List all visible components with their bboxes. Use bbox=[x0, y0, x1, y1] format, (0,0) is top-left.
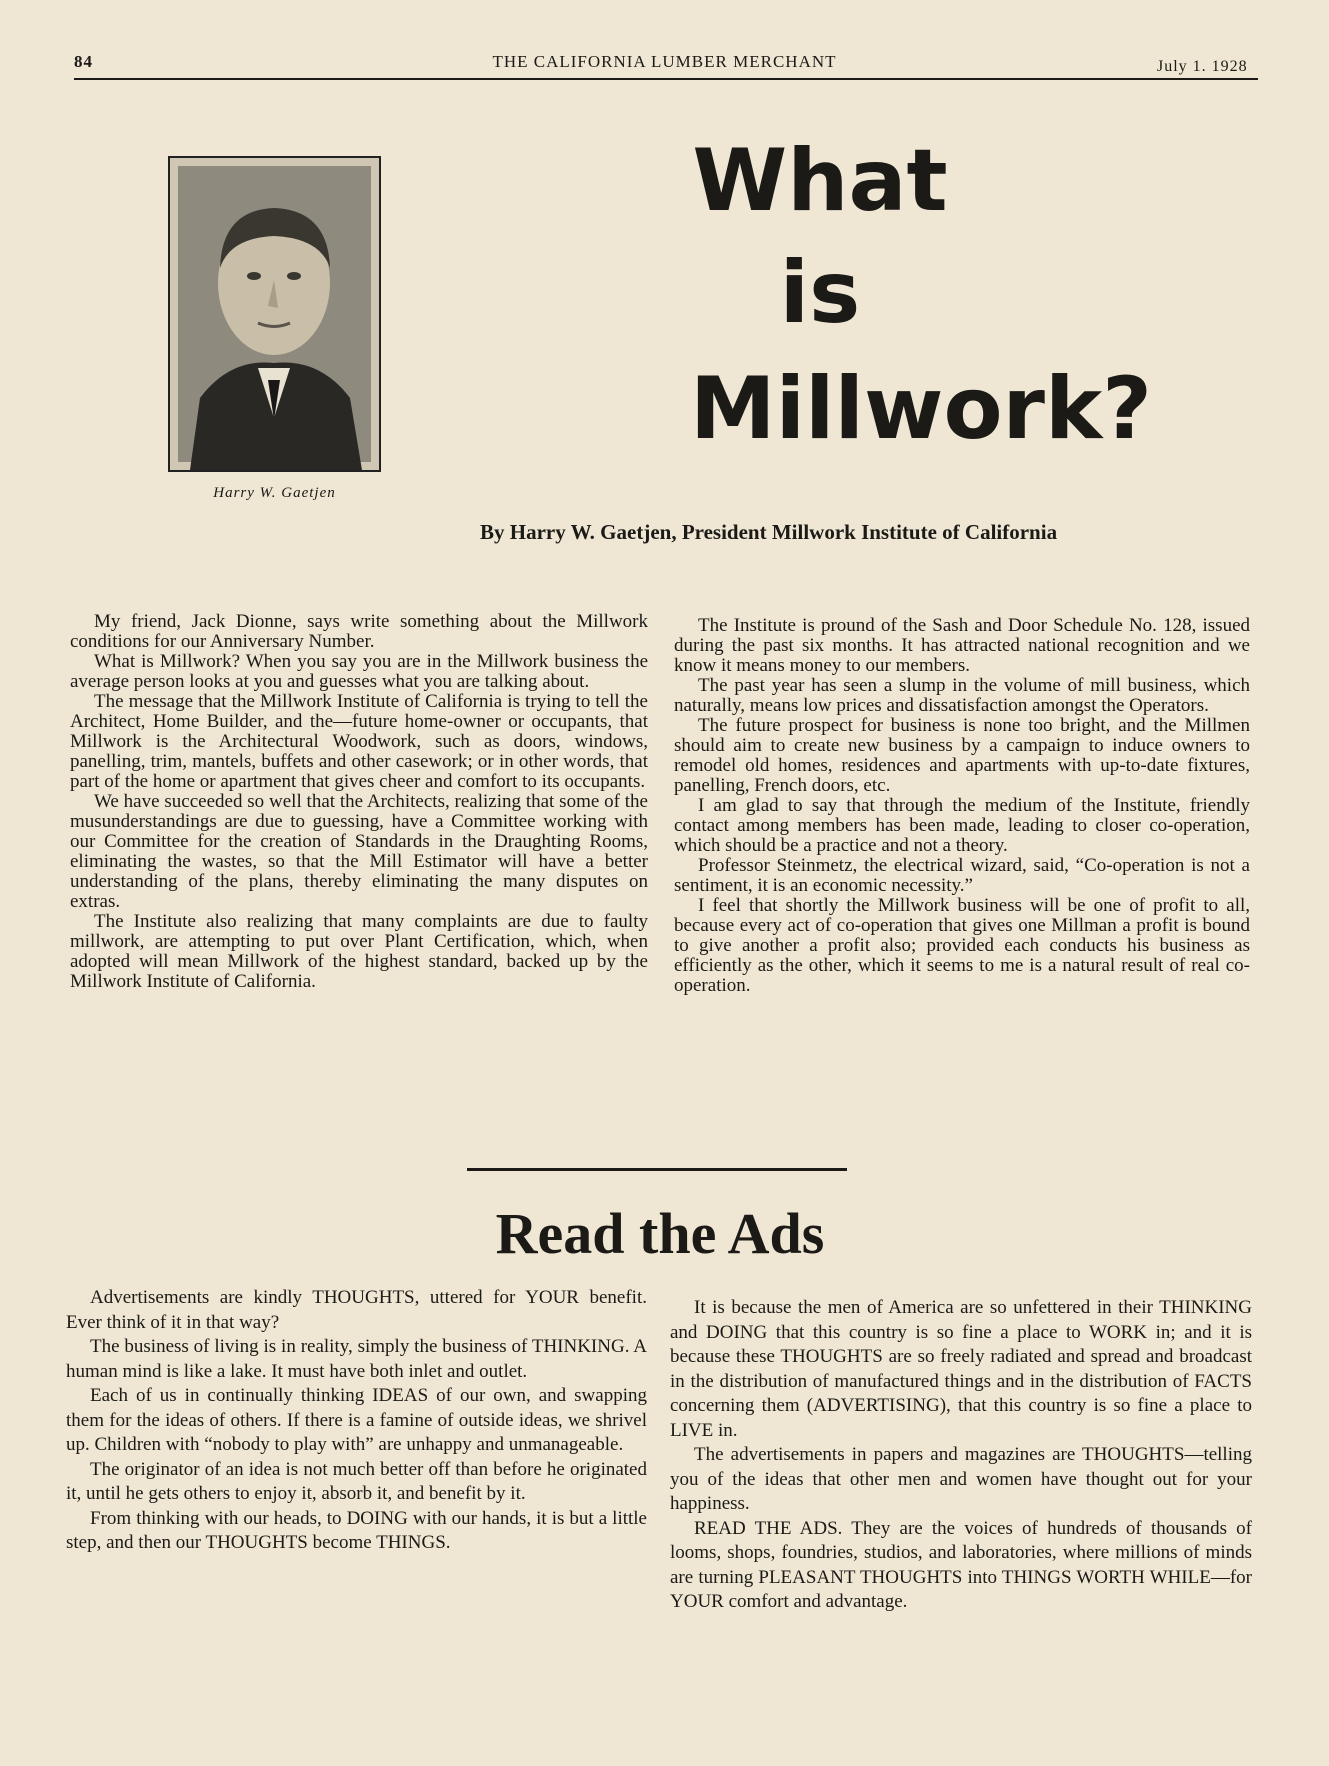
portrait-caption: Harry W. Gaetjen bbox=[213, 485, 336, 501]
ads-section-title: Read the Ads bbox=[495, 1201, 825, 1266]
paragraph: The message that the Millwork Institute of California is trying to tell the Architect, Home Builder, and the—future home-owner or occupants, that Millwork is the Architectural Woodwork, such as doors, windows, panelling, trim, mantels, buffets and other casework; or in other words, that part of the home or apartment that gives cheer and comfort to its occupants. bbox=[70, 691, 648, 792]
section-divider bbox=[467, 1168, 847, 1171]
issue-date: July 1. 1928 bbox=[1157, 58, 1248, 75]
portrait-image bbox=[170, 158, 379, 470]
page-number: 84 bbox=[74, 52, 93, 71]
paragraph: I feel that shortly the Millwork business will be one of profit to all, because every act of co-operation that gives one Millman a profit is bound to give another a profit also; provided each conducts his business as efficiently as the other, which it seems to me is a natural result of real co-operation. bbox=[674, 895, 1250, 996]
publication-title: THE CALIFORNIA LUMBER MERCHANT bbox=[492, 52, 837, 71]
paragraph: The future prospect for business is none too bright, and the Millmen should aim to create new business by a campaign to induce owners to remodel old homes, residences and apartments with up-to-date fixtures, panelling, French doors, etc. bbox=[674, 715, 1250, 796]
paragraph: The business of living is in reality, simply the business of THINKING. A human mind is like a lake. It must have both inlet and outlet. bbox=[66, 1336, 647, 1382]
paragraph: The Institute also realizing that many complaints are due to faulty millwork, are attempting to put over Plant Certification, which, when adopted will mean Millwork of the highest standard, backed up by the Millwork Institute of California. bbox=[70, 911, 648, 992]
paragraph: Each of us in continually thinking IDEAS of our own, and swapping them for the ideas of others. If there is a famine of outside ideas, we shrivel up. Children with “nobody to play with” are unhappy and unmanageable. bbox=[66, 1385, 647, 1455]
article-column-2 bbox=[674, 616, 1250, 996]
paragraph: My friend, Jack Dionne, says write something about the Millwork conditions for our Anniversary Number. bbox=[70, 611, 648, 652]
paragraph: READ THE ADS. They are the voices of hundreds of thousands of looms, shops, foundries, studios, and laboratories, where millions of minds are turning PLEASANT THOUGHTS into THINGS WORTH WHILE—for YOUR comfort and advantage. bbox=[670, 1517, 1252, 1612]
paragraph: The Institute is pround of the Sash and Door Schedule No. 128, issued during the past six months. It has attracted national recognition and we know it means money to our members. bbox=[674, 615, 1250, 676]
paragraph: The originator of an idea is not much better off than before he originated it, until he gets others to enjoy it, absorb it, and benefit by it. bbox=[66, 1458, 647, 1504]
article-byline: By Harry W. Gaetjen, President Millwork Institute of California bbox=[480, 520, 1058, 544]
ads-column-1 bbox=[66, 1286, 647, 1556]
article-column-1 bbox=[70, 612, 648, 992]
paragraph: Advertisements are kindly THOUGHTS, uttered for YOUR benefit. Ever think of it in that way? bbox=[66, 1287, 647, 1333]
paragraph: From thinking with our heads, to DOING with our hands, it is but a little step, and then our THOUGHTS become THINGS. bbox=[66, 1507, 647, 1553]
paragraph: What is Millwork? When you say you are in the Millwork business the average person looks at you and guesses what you are talking about. bbox=[70, 651, 648, 692]
paragraph: Professor Steinmetz, the electrical wizard, said, “Co-operation is not a sentiment, it is an economic necessity.” bbox=[674, 855, 1250, 896]
paragraph: The past year has seen a slump in the volume of mill business, which naturally, means low prices and dissatisfaction amongst the Operators. bbox=[674, 675, 1250, 716]
ads-column-2 bbox=[670, 1296, 1252, 1615]
author-portrait bbox=[168, 156, 381, 472]
paragraph: The advertisements in papers and magazines are THOUGHTS—telling you of the ideas that other men and women have thought out for your happiness. bbox=[670, 1444, 1252, 1514]
title-line-1: What bbox=[692, 131, 948, 231]
title-line-3: Millwork? bbox=[690, 359, 1153, 459]
article-title bbox=[560, 131, 1153, 459]
paragraph: It is because the men of America are so unfettered in their THINKING and DOING that this country is so fine a place to WORK in; and it is because these THOUGHTS are so freely radiated and spread and broadcast in the distribution of manufactured things and in the distribution of FACTS concerning them (ADVERTISING), that this country is so fine a place to LIVE in. bbox=[670, 1297, 1252, 1441]
paragraph: We have succeeded so well that the Architects, realizing that some of the musunderstandings are due to guessing, have a Committee working with our Committee for the creation of Standards in the Draughting Rooms, eliminating the wastes, so that the Mill Estimator will have a better understanding of the plans, thereby eliminating the many disputes on extras. bbox=[70, 791, 648, 912]
paragraph: I am glad to say that through the medium of the Institute, friendly contact among members has been made, leading to closer co-operation, which should be a practice and not a theory. bbox=[674, 795, 1250, 856]
header-rule bbox=[74, 78, 1258, 80]
title-line-2: is bbox=[779, 243, 861, 343]
